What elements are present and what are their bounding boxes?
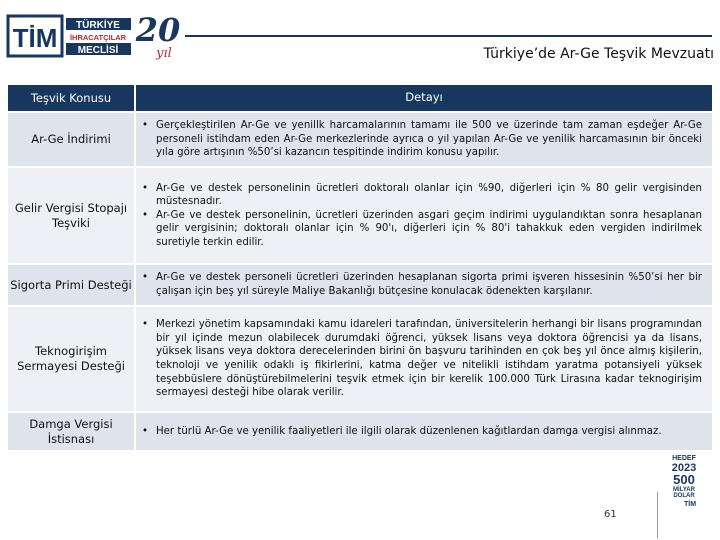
detail-bullet: • Her türlü Ar-Ge ve yenilik faaliyetleri ile ilgili olarak düzenlenen kağıtlardan damga vergisi alınmaz. xyxy=(142,425,662,437)
table-row xyxy=(8,265,712,305)
header-rule xyxy=(185,35,712,37)
row-detail xyxy=(136,113,712,166)
header-detail: Detayı xyxy=(136,85,712,111)
detail-bullet: • Gerçekleştirilen Ar-Ge ve yenillk harcamalarının tamamı ile 500 ve üzerinde tam zaman eşdeğer Ar-Ge personeli istihdam eden Ar-Ge merkezlerinde ayrıca o yıl yapılan Ar-Ge ve yenilik harcamasının bir önceki yıla göre artışının %50’si kazancın tespitinde indirim konusu yapılır. xyxy=(142,120,702,159)
detail-bullet: • Ar-Ge ve destek personelinin ücretleri doktoralı olanlar için %90, diğerleri için % 80 gelir vergisinden müstesnadır. xyxy=(142,182,702,208)
logo-line2: İHRACATÇILAR xyxy=(69,33,127,42)
incentive-table xyxy=(8,85,712,452)
row-topic: Damga Vergisi İstisnası xyxy=(8,413,134,450)
table-row xyxy=(8,113,712,166)
row-topic: Sigorta Primi Desteği xyxy=(8,265,134,305)
badge-line3: MİLYAR xyxy=(673,487,695,493)
badge-brand: TİM xyxy=(683,501,697,508)
logo-line1: TÜRKİYE xyxy=(76,20,120,31)
row-detail xyxy=(136,307,712,411)
row-detail xyxy=(136,265,712,305)
badge-amount: 500 xyxy=(673,472,695,487)
row-topic: Gelir Vergisi Stopajı Teşviki xyxy=(8,168,134,263)
header-topic: Teşvik Konusu xyxy=(8,85,134,111)
table-row xyxy=(8,168,712,263)
logo-line3: MECLİSİ xyxy=(77,45,119,56)
table-row xyxy=(8,307,712,411)
logo-brand: TİM xyxy=(12,23,58,53)
row-detail xyxy=(136,168,712,263)
tim-20-yil-logo xyxy=(6,8,184,60)
row-topic: Teknogirişim Sermayesi Desteği xyxy=(8,307,134,411)
logo-anniversary: 20 xyxy=(135,11,181,49)
row-topic: Ar-Ge İndirimi xyxy=(8,113,134,166)
row-detail xyxy=(136,413,712,450)
detail-bullet: • Merkezi yönetim kapsamındaki kamu idareleri tarafından, üniversitelerin herhangi bir lisans programından bir yıl içinde mezun olabilecek durumdaki öğrenci, yüksek lisans veya doktora öğrencisi ya da lisans, yüksek lisans veya doktora derecelerinden birini ön başvuru tarihinden en çok beş yıl önce almış kişilerin, teknoloji ve yenilik odaklı iş fikirlerini, katma değer ve nitelikli istihdam yaratma potansiyeli yüksek teşebbüslere dönüştürebilmelerini teşvik etmek için bir kerelik 100.000 Türk Lirasına kadar teknogirişim sermayesi desteği hibe olarak verilir. xyxy=(142,319,702,399)
page-number: 61 xyxy=(604,509,617,520)
hedef-2023-badge xyxy=(664,452,704,508)
page-title: Türkiye’de Ar-Ge Teşvik Mevzuatı xyxy=(483,46,714,62)
table-row xyxy=(8,413,712,450)
badge-line1: HEDEF xyxy=(672,455,696,462)
table-header-row xyxy=(8,85,712,111)
page-number-divider xyxy=(657,492,658,538)
badge-line4: DOLAR xyxy=(673,493,695,499)
detail-bullet: • Ar-Ge ve destek personelinin, ücretleri üzerinden asgari geçim indirimi uygulandıktan sonra hesaplanan gelir vergisinin; doktoralı olanlar için % 90'ı, diğerleri için % 80'i tahakkuk eden vergiden indirilmek suretiyle terkin edilir. xyxy=(142,209,702,248)
detail-bullet: • Ar-Ge ve destek personeli ücretleri üzerinden hesaplanan sigorta primi işveren hissesinin %50’si her bir çalışan için beş yıl süreyle Maliye Bakanlığı bütçesine konulacak ödenekten karşılanır. xyxy=(142,272,702,297)
logo-anniversary-sub: yıl xyxy=(156,46,172,60)
badge-year: 2023 xyxy=(671,462,697,474)
